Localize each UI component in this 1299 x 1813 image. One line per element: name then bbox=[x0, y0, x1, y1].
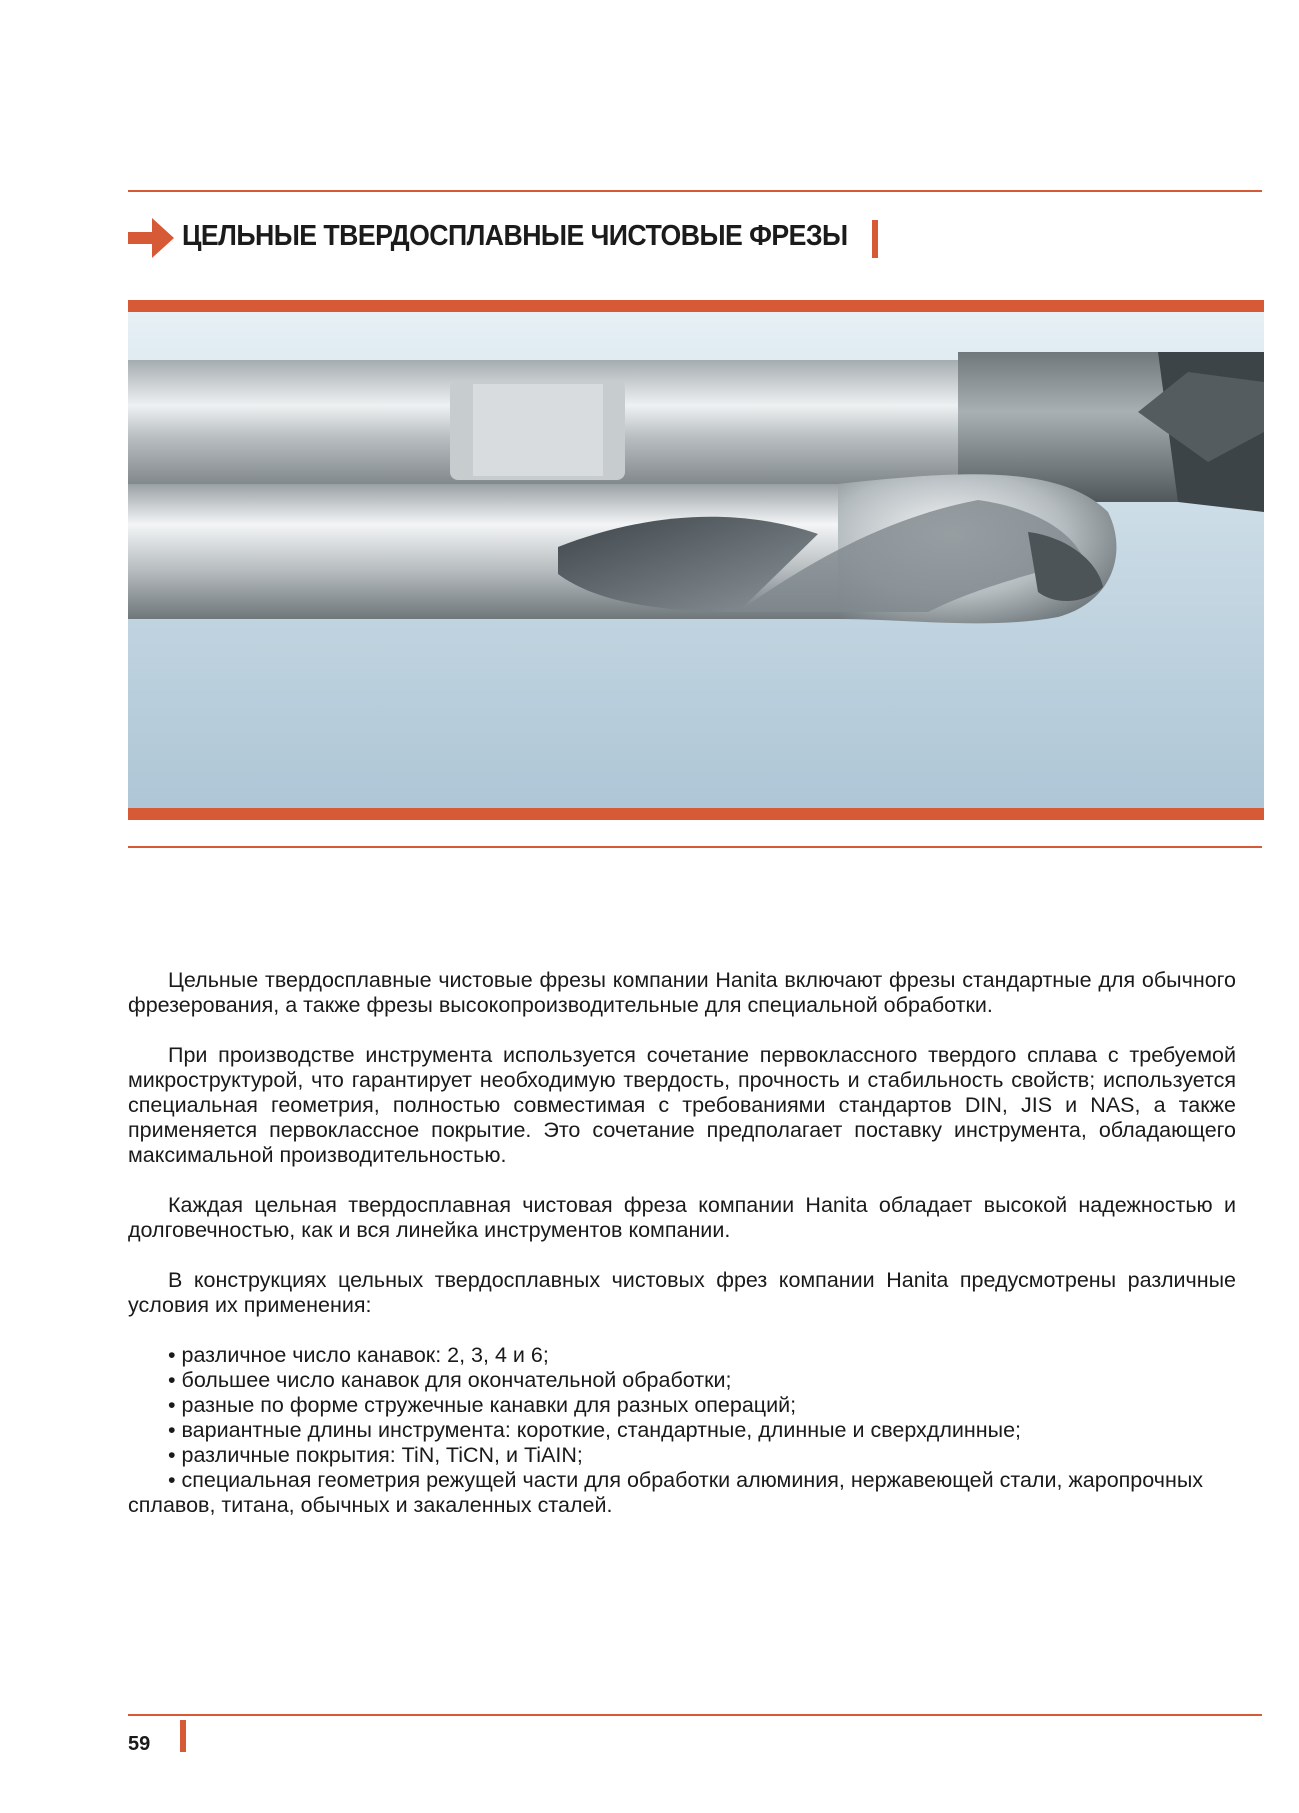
list-item: • большее число канавок для окончательной обработки; bbox=[168, 1368, 732, 1392]
top-divider bbox=[128, 190, 1262, 192]
list-item: • разные по форме стружечные канавки для разных операций; bbox=[168, 1393, 797, 1417]
right-arrow-icon bbox=[128, 216, 174, 260]
list-item: • различные покрытия: TiN, TiCN, и TiAIN; bbox=[168, 1443, 583, 1467]
list-item: • специальная геометрия режущей части для обработки алюминия, нержавеющей стали, жаропрочных сплавов, титана, обычных и закаленных сталей. bbox=[128, 1468, 1204, 1517]
photo-top-band bbox=[128, 300, 1264, 312]
section-header bbox=[128, 210, 1262, 270]
paragraph-3: Каждая цельная твердосплавная чистовая фреза компании Hanita обладает высокой надежностью и долговечностью, как и вся линейка инструментов компании. bbox=[128, 1193, 1236, 1242]
paragraph-4: В конструкциях цельных твердосплавных чистовых фрез компании Hanita предусмотрены различные условия их применения: bbox=[128, 1268, 1236, 1317]
mid-divider bbox=[128, 846, 1262, 848]
footer-accent-bar bbox=[180, 1720, 186, 1752]
photo-bottom-band bbox=[128, 808, 1264, 820]
end-mill-tools-photo bbox=[128, 312, 1264, 808]
paragraph-1: Цельные твердосплавные чистовые фрезы компании Hanita включают фрезы стандартные для обычного фрезерования, а также фрезы высокопроизводительные для специальной обработки. bbox=[128, 968, 1236, 1017]
page-number: 59 bbox=[128, 1733, 151, 1755]
page-title: ЦЕЛЬНЫЕ ТВЕРДОСПЛАВНЫЕ ЧИСТОВЫЕ ФРЕЗЫ bbox=[182, 220, 848, 252]
feature-list bbox=[128, 1343, 1236, 1518]
footer-divider bbox=[128, 1714, 1262, 1716]
list-item: • различное число канавок: 2, 3, 4 и 6; bbox=[168, 1343, 549, 1367]
body-text bbox=[128, 968, 1236, 1518]
list-item: • вариантные длины инструмента: короткие, стандартные, длинные и сверхдлинные; bbox=[168, 1418, 1022, 1442]
title-accent-bar bbox=[872, 220, 878, 258]
paragraph-2: При производстве инструмента используется сочетание первоклассного твердого сплава с требуемой микроструктурой, что гарантирует необходимую твердость, прочность и стабильность свойств; используется специальная геометрия, полностью совместимая с требованиями стандартов DIN, JIS и NAS, а также применяется первоклассное покрытие. Это сочетание предполагает поставку инструмента, обладающего максимальной производительностью. bbox=[128, 1043, 1236, 1167]
